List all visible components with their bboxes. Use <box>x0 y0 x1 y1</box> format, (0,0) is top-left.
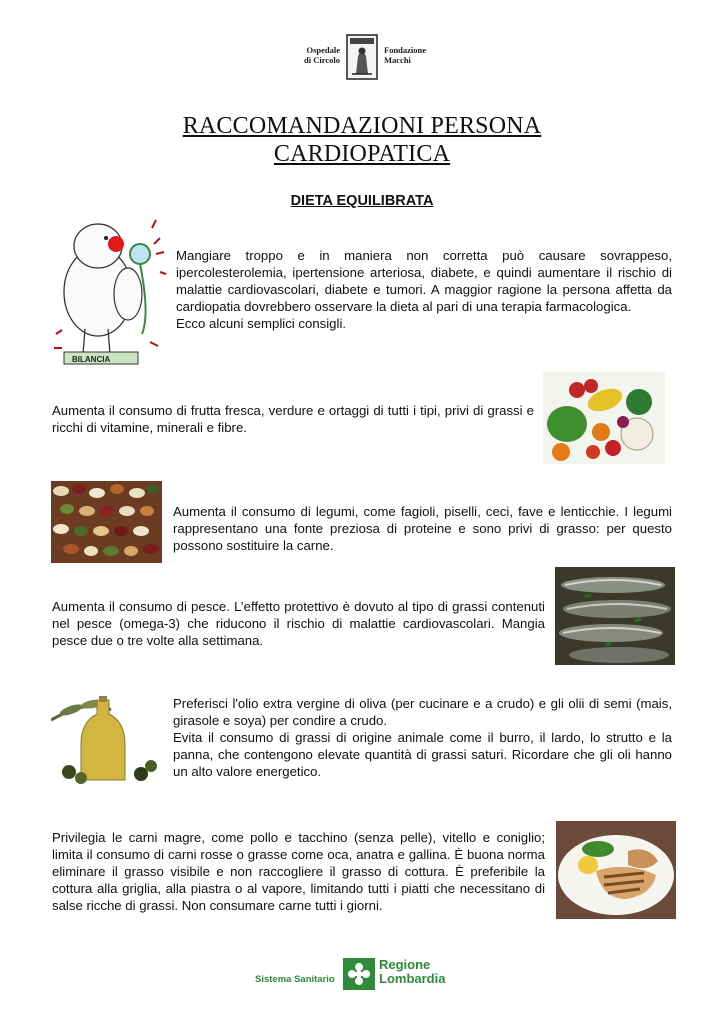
intro-text: Mangiare troppo e in maniera non corretta può causare sovrappeso, ipercolesterolemia, ipertensione arteriosa, diabete, e quindi aumentare il rischio di malattie cardiovascolari, diabete e tumori. A maggior ragione la persona affetta da cardiopatia dovrebbero osservare la dieta al pari di una terapia farmacologica. <box>176 248 672 314</box>
grilled-meat-image <box>556 821 676 919</box>
oil-text-1: Preferisci l'olio extra vergine di oliva (per cucinare e a crudo) e gli olii di semi (mais, girasole e soya) per condire a crudo. <box>173 696 672 728</box>
meat-paragraph: Privilegia le carni magre, come pollo e tacchino (senza pelle), vitello e coniglio; limita il consumo di carni rosse o grasse come oca, anatra e gallina. È buona norma eliminare il grasso visibile e non raccogliere il grasso di cottura. È preferibile la cottura alla griglia, alla piastra o al vapore, limitando tutti i piatti che necessitano di salse ricche di grassi. Non consumare carne tutti i giorni. <box>52 830 545 913</box>
title-line-1: RACCOMANDAZIONI PERSONA <box>182 113 542 139</box>
logo-text-left <box>288 45 340 65</box>
regione-cross-icon <box>343 958 375 990</box>
intro-tips: Ecco alcuni semplici consigli. <box>176 316 347 331</box>
oil-paragraph <box>173 695 672 780</box>
scale-label: BILANCIA <box>72 355 111 364</box>
fish-paragraph: Aumenta il consumo di pesce. L’effetto protettivo è dovuto al tipo di grassi contenuti nel pesce (omega-3) che riducono il rischio di malattie cardiovascolari. Mangia pesce due o tre volte alla settimana. <box>52 599 545 648</box>
logo-left-line1: Ospedale <box>306 45 340 55</box>
intro-paragraph <box>176 247 672 332</box>
fruit-vegetables-image <box>543 372 665 464</box>
logo-left-line2: di Circolo <box>304 55 340 65</box>
page-title <box>0 112 724 168</box>
footer-regione-text <box>379 958 445 986</box>
fruit-paragraph: Aumenta il consumo di frutta fresca, verdure e ortaggi di tutti i tipi, privi di grassi e ricchi di vitamine, minerali e fibre. <box>52 403 534 435</box>
hospital-logo <box>262 34 462 82</box>
footer-sistema-text: Sistema Sanitario <box>255 974 335 985</box>
title-line-2: CARDIOPATICA <box>273 141 451 167</box>
cartoon-scale-image <box>50 214 170 370</box>
footer-logo <box>255 956 465 992</box>
logo-right-line1: Fondazione <box>384 45 427 55</box>
fish-image <box>555 567 675 665</box>
legumes-image <box>51 481 162 563</box>
logo-right-line2: Macchi <box>384 55 411 65</box>
regione-line-1: Regione <box>379 957 431 972</box>
regione-line-2: Lombardia <box>379 971 446 986</box>
olive-oil-image <box>51 690 162 785</box>
hospital-seal-icon <box>346 34 378 80</box>
oil-text-2: Evita il consumo di grassi di origine animale come il burro, il lardo, lo strutto e la panna, che contengono elevate quantità di grassi saturi. Ricordare che gli oli hanno un alto valore energetico. <box>173 730 672 779</box>
logo-text-right <box>384 45 444 65</box>
section-heading: DIETA EQUILIBRATA <box>290 193 434 209</box>
legumes-paragraph: Aumenta il consumo di legumi, come fagioli, piselli, ceci, fave e lenticchie. I legumi rappresentano una fonte preziosa di proteine e sono privi di grasso: per questo possono sostituire la carne. <box>173 504 672 553</box>
